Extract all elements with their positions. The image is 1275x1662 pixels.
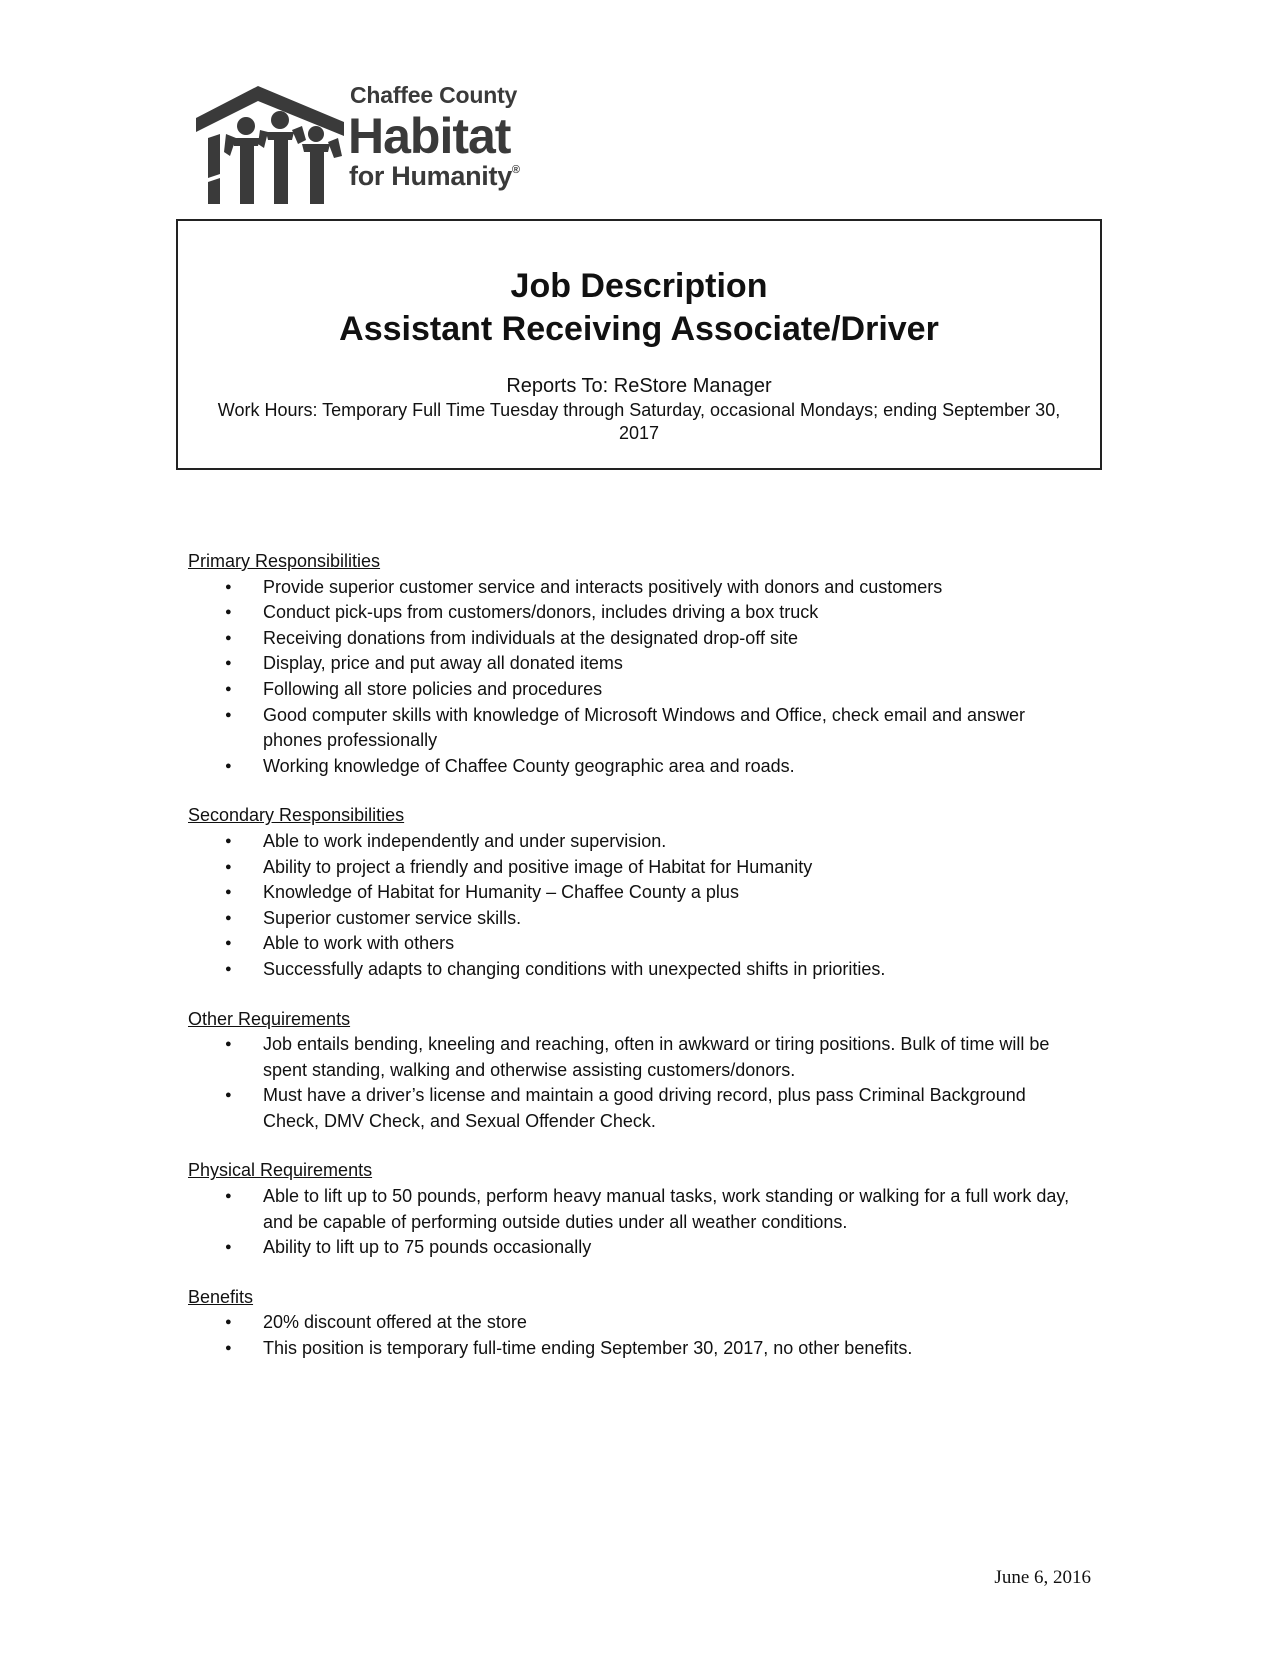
list-item: ● Able to work with others	[188, 931, 1088, 957]
job-title-heading: Assistant Receiving Associate/Driver	[339, 310, 939, 348]
secondary-responsibilities-section	[188, 803, 1088, 982]
section-heading: Secondary Responsibilities	[188, 805, 405, 826]
logo-tagline	[349, 163, 568, 190]
job-details	[188, 549, 1088, 1386]
registered-mark: ®	[511, 164, 520, 176]
document-title	[178, 265, 1100, 351]
list-item: ● Knowledge of Habitat for Humanity – Chaffee County a plus	[188, 880, 1088, 906]
reports-to: Reports To: ReStore Manager	[506, 375, 772, 397]
list-item: ● Must have a driver’s license and maintain a good driving record, plus pass Criminal Background Check, DMV Check, and Sexual Offender Check.	[188, 1083, 1088, 1134]
section-heading: Primary Responsibilities	[188, 551, 381, 571]
list-item: ● Superior customer service skills.	[188, 906, 1088, 932]
physical-requirements-section	[188, 1158, 1088, 1260]
primary-responsibilities-section	[188, 549, 1088, 779]
logo-tagline-text: for Humanity	[349, 161, 512, 191]
list-item: ● Receiving donations from individuals at the designated drop-off site	[188, 626, 1088, 652]
benefits-section	[188, 1285, 1088, 1362]
list-item: ● Following all store policies and procedures	[188, 677, 1088, 703]
job-description-heading: Job Description	[510, 267, 768, 305]
bullet-list	[188, 1184, 1088, 1261]
list-item: ● Job entails bending, kneeling and reaching, often in awkward or tiring positions. Bulk of time will be spent standing, walking and otherwise assisting customers/donors.	[188, 1032, 1088, 1083]
list-item: ● Ability to lift up to 75 pounds occasionally	[188, 1235, 1088, 1261]
bullet-list	[188, 575, 1088, 780]
work-hours: Work Hours: Temporary Full Time Tuesday through Saturday, occasional Mondays; ending September 30, 2017	[217, 400, 1061, 443]
list-item: ● Successfully adapts to changing conditions with unexpected shifts in priorities.	[188, 957, 1088, 983]
bullet-list	[188, 829, 1088, 983]
habitat-house-icon	[196, 86, 346, 204]
list-item: ● Able to lift up to 50 pounds, perform heavy manual tasks, work standing or walking for a full work day, and be capable of performing outside duties under all weather conditions.	[188, 1184, 1088, 1235]
list-item: ● Provide superior customer service and interacts positively with donors and customers	[188, 575, 1088, 601]
list-item: ● Working knowledge of Chaffee County geographic area and roads.	[188, 754, 1088, 780]
list-item: ● Able to work independently and under supervision.	[188, 829, 1088, 855]
section-heading: Benefits	[188, 1286, 254, 1307]
document-date: June 6, 2016	[994, 1567, 1091, 1588]
list-item: ● Conduct pick-ups from customers/donors, includes driving a box truck	[188, 600, 1088, 626]
organization-logo	[196, 78, 556, 208]
logo-brand-name: Habitat	[348, 108, 511, 164]
logo-county-name: Chaffee County	[350, 82, 518, 108]
section-heading: Other Requirements	[188, 1008, 351, 1029]
list-item: ● Ability to project a friendly and positive image of Habitat for Humanity	[188, 855, 1088, 881]
list-item: ● 20% discount offered at the store	[188, 1310, 1088, 1336]
list-item: ● Good computer skills with knowledge of Microsoft Windows and Office, check email and answer phones professionally	[188, 703, 1088, 754]
list-item: ● Display, price and put away all donated items	[188, 651, 1088, 677]
other-requirements-section	[188, 1007, 1088, 1135]
list-item: ● This position is temporary full-time ending September 30, 2017, no other benefits.	[188, 1336, 1088, 1362]
bullet-list	[188, 1310, 1088, 1361]
bullet-list	[188, 1032, 1088, 1134]
section-heading: Physical Requirements	[188, 1160, 373, 1181]
title-box	[176, 219, 1102, 470]
